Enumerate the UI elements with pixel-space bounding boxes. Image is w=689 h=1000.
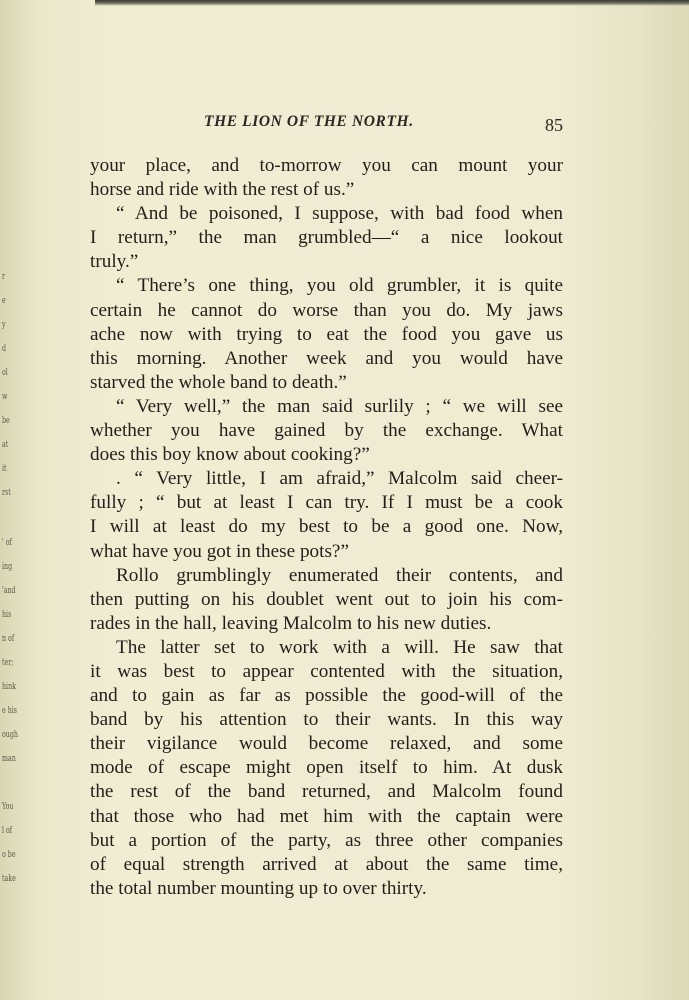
bleed-fragment: r [2,272,6,282]
bleed-fragment: 'and [2,586,16,596]
bleed-fragment: rst [2,488,11,498]
text-line: then putting on his doublet went out to join his com- [90,588,563,610]
bleed-fragment: at [2,440,9,450]
text-line: this morning. Another week and you would have [90,347,563,369]
running-title: THE LION OF THE NORTH. [204,113,414,130]
text-line: the total number mounting up to over thirty. [90,877,427,899]
text-line: The latter set to work with a will. He saw that [116,636,563,658]
bleed-fragment: l of [2,826,13,836]
text-line: . “ Very little, I am afraid,” Malcolm said cheer- [116,468,563,490]
bleed-fragment: e [2,296,6,306]
text-line: their vigilance would become relaxed, and some [90,733,563,755]
bleed-fragment: w [2,392,8,402]
text-line: does this boy know about cooking?” [90,444,370,466]
bleed-fragment: ter; [2,658,14,668]
bleed-fragment: ough [2,730,18,740]
text-line: that those who had met him with the captain were [90,805,563,827]
text-line: what have you got in these pots?” [90,540,349,562]
text-line: mode of escape might open itself to him. At dusk [90,757,563,779]
text-line: of equal strength arrived at about the same time, [90,853,563,875]
bleed-fragment: take [2,874,16,884]
text-line: horse and ride with the rest of us.” [90,179,355,201]
bleed-fragment: d [2,344,7,354]
bleed-fragment: n of [2,634,15,644]
bleed-fragment: be [2,416,10,426]
page-top-edge-shadow [95,0,689,6]
text-line: ache now with trying to eat the food you gave us [90,323,563,345]
text-line: fully ; “ but at least I can try. If I must be a cook [90,492,563,514]
bleed-fragment: o be [2,850,16,860]
bleed-fragment: his [2,610,12,620]
text-line: your place, and to-morrow you can mount your [90,155,563,176]
text-line: band by his attention to their wants. In this way [90,709,563,731]
text-line: “ Very well,” the man said surlily ; “ we will see [116,395,563,417]
bleed-fragment: ing [2,562,13,572]
bleed-fragment: hink [2,682,16,692]
facing-page-bleed [0,260,16,920]
text-line: certain he cannot do worse than you do. My jaws [90,299,563,321]
text-line: I return,” the man grumbled—“ a nice lookout [90,227,563,249]
text-line: “ And be poisoned, I suppose, with bad food when [116,203,563,225]
text-line: but a portion of the party, as three other companies [90,829,563,851]
bleed-fragment: e his [2,706,18,716]
bleed-fragment: man [2,754,16,764]
text-line: and to gain as far as possible the good-will of the [90,685,563,707]
text-line: starved the whole band to death.” [90,371,347,393]
body-text [90,154,563,901]
bleed-fragment: ol [2,368,8,378]
bleed-fragment: You [2,802,14,812]
text-line: it was best to appear contented with the situation, [90,660,563,682]
text-line: the rest of the band returned, and Malcolm found [90,781,563,803]
page-number: 85 [545,115,563,135]
running-head [90,112,565,136]
text-line: truly.” [90,251,139,273]
text-line: I will at least do my best to be a good one. Now, [90,516,563,538]
text-line: “ There’s one thing, you old grumbler, it is quite [116,275,563,297]
bleed-fragment: ' of [2,538,12,548]
text-line: Rollo grumblingly enumerated their contents, and [116,564,563,586]
bleed-fragment: it [2,464,7,474]
text-line: rades in the hall, leaving Malcolm to his new duties. [90,612,492,634]
text-line: whether you have gained by the exchange. What [90,420,563,442]
bleed-fragment: y [2,320,6,330]
